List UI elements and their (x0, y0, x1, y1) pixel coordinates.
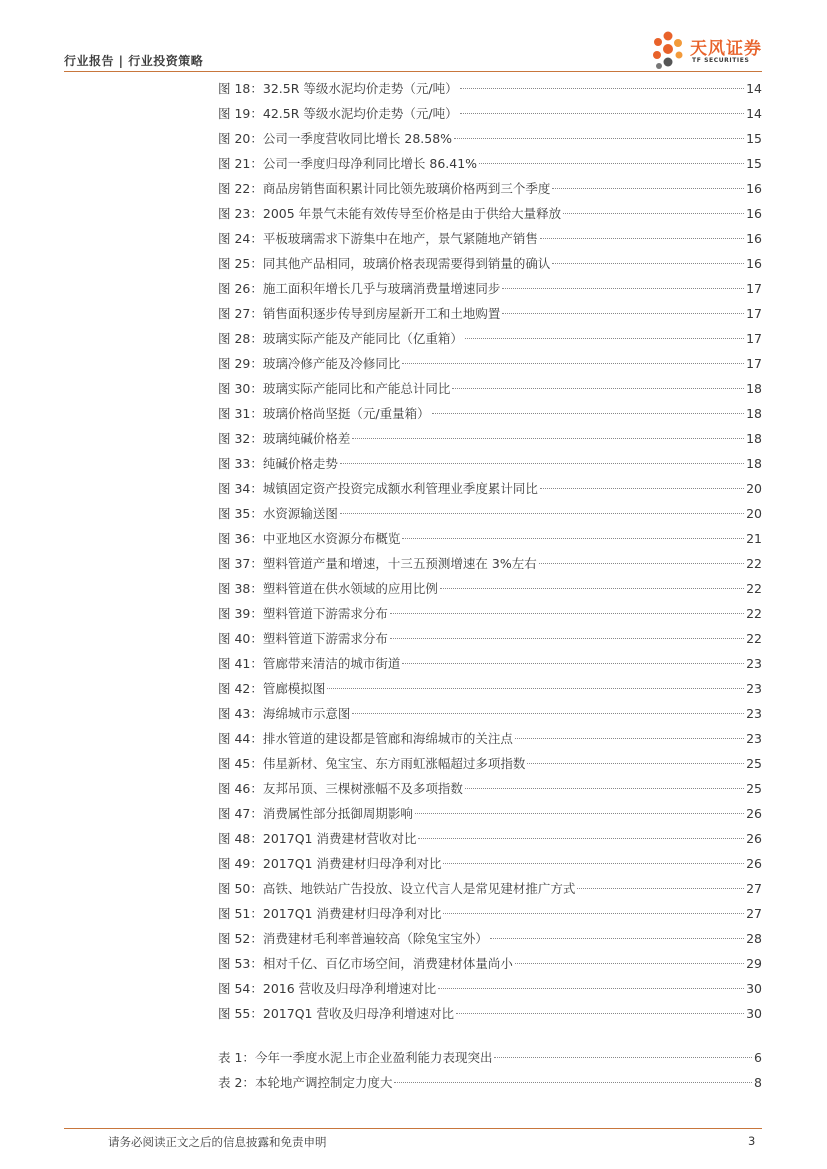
dot-leader (515, 962, 744, 964)
entry-title: 塑料管道下游需求分布 (262, 631, 388, 646)
dot-leader (577, 887, 744, 889)
dot-leader (563, 212, 744, 214)
entry-page-number: 17 (746, 281, 762, 296)
figure-toc-entry[interactable] (218, 501, 762, 526)
entry-page-number: 20 (746, 481, 762, 496)
dot-leader (440, 587, 744, 589)
entry-title: 高铁、地铁站广告投放、设立代言人是常见建材推广方式 (262, 881, 576, 896)
dot-leader (438, 987, 744, 989)
entry-label: 图 32： (218, 431, 263, 446)
dot-leader (490, 937, 744, 939)
entry-page-number: 16 (746, 231, 762, 246)
entry-title: 友邦吊顶、三棵树涨幅不及多项指数 (262, 781, 463, 796)
entry-title: 2017Q1 消费建材营收对比 (262, 831, 417, 846)
dot-leader (540, 237, 744, 239)
figure-toc-entry[interactable] (218, 451, 762, 476)
entry-page-number: 27 (746, 881, 762, 896)
tf-securities-logo (648, 28, 768, 72)
entry-page-number: 26 (746, 856, 762, 871)
entry-page-number: 6 (754, 1050, 762, 1065)
entry-page-number: 15 (746, 131, 762, 146)
figure-toc-entry[interactable] (218, 326, 762, 351)
entry-label: 图 29： (218, 356, 263, 371)
dot-leader (479, 162, 744, 164)
dot-leader (352, 712, 744, 714)
dot-leader (390, 612, 744, 614)
dot-leader (465, 337, 744, 339)
entry-label: 图 37： (218, 556, 263, 571)
entry-title: 海绵城市示意图 (262, 706, 351, 721)
figure-toc-entry[interactable] (218, 251, 762, 276)
entry-page-number: 16 (746, 256, 762, 271)
entry-page-number: 25 (746, 781, 762, 796)
dot-leader (402, 537, 744, 539)
dot-leader (494, 1056, 752, 1058)
entry-page-number: 27 (746, 906, 762, 921)
figure-toc-entry[interactable] (218, 376, 762, 401)
entry-title: 伟星新材、兔宝宝、东方雨虹涨幅超过多项指数 (262, 756, 526, 771)
entry-label: 图 25： (218, 256, 263, 271)
entry-title: 塑料管道在供水领域的应用比例 (262, 581, 438, 596)
entry-page-number: 17 (746, 306, 762, 321)
entry-label: 图 43： (218, 706, 263, 721)
dot-leader (452, 387, 744, 389)
dot-leader (402, 662, 744, 664)
entry-page-number: 8 (754, 1075, 762, 1090)
figure-toc-entry[interactable] (218, 301, 762, 326)
dot-leader (340, 462, 744, 464)
dot-leader (418, 837, 744, 839)
table-toc-entry[interactable] (218, 1070, 762, 1095)
entry-title: 玻璃价格尚坚挺（元/重量箱） (262, 406, 430, 421)
entry-label: 图 48： (218, 831, 263, 846)
dot-leader (432, 412, 744, 414)
entry-title: 玻璃纯碱价格差 (262, 431, 351, 446)
entry-title: 42.5R 等级水泥均价走势（元/吨） (262, 106, 458, 121)
entry-title: 2005 年景气未能有效传导至价格是由于供给大量释放 (262, 206, 562, 221)
entry-page-number: 16 (746, 206, 762, 221)
entry-label: 图 19： (218, 106, 263, 121)
entry-page-number: 29 (746, 956, 762, 971)
flower-logo-icon (648, 28, 688, 72)
entry-title: 本轮地产调控制定力度大 (254, 1075, 393, 1090)
entry-title: 今年一季度水泥上市企业盈利能力表现突出 (254, 1050, 493, 1065)
footer-divider (64, 1128, 762, 1129)
dot-leader (502, 312, 744, 314)
entry-label: 图 28： (218, 331, 263, 346)
figure-toc-entry[interactable] (218, 701, 762, 726)
entry-page-number: 18 (746, 456, 762, 471)
entry-label: 图 35： (218, 506, 263, 521)
page-number: 3 (748, 1134, 756, 1148)
entry-page-number: 22 (746, 556, 762, 571)
figure-toc-entry[interactable] (218, 676, 762, 701)
entry-title: 水资源输送图 (262, 506, 338, 521)
figure-toc-entry[interactable] (218, 576, 762, 601)
entry-title: 2017Q1 消费建材归母净利对比 (262, 856, 442, 871)
entry-title: 相对千亿、百亿市场空间，消费建材体量尚小 (262, 956, 513, 971)
entry-page-number: 30 (746, 981, 762, 996)
dot-leader (502, 287, 744, 289)
figure-toc-entry[interactable] (218, 1001, 762, 1026)
figure-toc-entry[interactable] (218, 226, 762, 251)
figure-toc-entry[interactable] (218, 401, 762, 426)
dot-leader (443, 862, 744, 864)
figure-toc-entry[interactable] (218, 951, 762, 976)
entry-page-number: 25 (746, 756, 762, 771)
dot-leader (539, 562, 744, 564)
entry-title: 排水管道的建设都是管廊和海绵城市的关注点 (262, 731, 513, 746)
dot-leader (515, 737, 744, 739)
figure-toc-entry[interactable] (218, 126, 762, 151)
entry-page-number: 16 (746, 181, 762, 196)
dot-leader (460, 112, 745, 114)
entry-page-number: 21 (746, 531, 762, 546)
entry-page-number: 22 (746, 631, 762, 646)
dot-leader (454, 137, 744, 139)
dot-leader (552, 262, 744, 264)
entry-page-number: 28 (746, 931, 762, 946)
entry-page-number: 30 (746, 1006, 762, 1021)
figure-list (218, 76, 762, 1026)
dot-leader (340, 512, 744, 514)
figure-toc-entry[interactable] (218, 101, 762, 126)
report-category: 行业报告 | 行业投资策略 (64, 54, 204, 68)
entry-label: 图 52： (218, 931, 263, 946)
entry-label: 表 1： (218, 1050, 255, 1065)
figure-toc-entry[interactable] (218, 826, 762, 851)
entry-label: 图 33： (218, 456, 263, 471)
entry-title: 塑料管道产量和增速，十三五预测增速在 3%左右 (262, 556, 537, 571)
table-toc-entry[interactable] (218, 1045, 762, 1070)
entry-page-number: 14 (746, 106, 762, 121)
figure-toc-entry[interactable] (218, 976, 762, 1001)
entry-label: 图 55： (218, 1006, 263, 1021)
entry-title: 消费建材毛利率普遍较高（除兔宝宝外） (262, 931, 488, 946)
dot-leader (460, 87, 745, 89)
footer-disclaimer: 请务必阅读正文之后的信息披露和免责申明 (108, 1135, 327, 1149)
entry-title: 施工面积年增长几乎与玻璃消费量增速同步 (262, 281, 501, 296)
entry-page-number: 23 (746, 706, 762, 721)
entry-label: 图 31： (218, 406, 263, 421)
entry-label: 图 54： (218, 981, 263, 996)
entry-title: 2016 营收及归母净利增速对比 (262, 981, 437, 996)
entry-label: 表 2： (218, 1075, 255, 1090)
figure-toc-entry[interactable] (218, 751, 762, 776)
entry-label: 图 34： (218, 481, 263, 496)
figure-toc-entry[interactable] (218, 351, 762, 376)
entry-label: 图 26： (218, 281, 263, 296)
entry-page-number: 23 (746, 681, 762, 696)
entry-title: 玻璃冷修产能及冷修同比 (262, 356, 401, 371)
entry-title: 公司一季度归母净利同比增长 86.41% (262, 156, 478, 171)
entry-label: 图 36： (218, 531, 263, 546)
entry-label: 图 24： (218, 231, 263, 246)
entry-page-number: 15 (746, 156, 762, 171)
entry-title: 平板玻璃需求下游集中在地产，景气紧随地产销售 (262, 231, 538, 246)
entry-label: 图 47： (218, 806, 263, 821)
entry-label: 图 42： (218, 681, 263, 696)
entry-page-number: 20 (746, 506, 762, 521)
entry-label: 图 41： (218, 656, 263, 671)
table-list (218, 1045, 762, 1095)
entry-title: 同其他产品相同，玻璃价格表现需要得到销量的确认 (262, 256, 551, 271)
entry-page-number: 23 (746, 731, 762, 746)
entry-title: 商品房销售面积累计同比领先玻璃价格两到三个季度 (262, 181, 551, 196)
figure-toc-entry[interactable] (218, 151, 762, 176)
header-divider (64, 71, 762, 72)
figure-toc-entry[interactable] (218, 601, 762, 626)
entry-label: 图 22： (218, 181, 263, 196)
entry-label: 图 39： (218, 606, 263, 621)
entry-page-number: 22 (746, 606, 762, 621)
dot-leader (415, 812, 744, 814)
figure-toc-entry[interactable] (218, 926, 762, 951)
entry-title: 32.5R 等级水泥均价走势（元/吨） (262, 81, 458, 96)
figure-toc-entry[interactable] (218, 776, 762, 801)
dot-leader (352, 437, 744, 439)
entry-label: 图 46： (218, 781, 263, 796)
figure-toc-entry[interactable] (218, 276, 762, 301)
entry-label: 图 20： (218, 131, 263, 146)
figure-toc-entry[interactable] (218, 726, 762, 751)
figure-toc-entry[interactable] (218, 476, 762, 501)
entry-label: 图 23： (218, 206, 263, 221)
entry-page-number: 14 (746, 81, 762, 96)
entry-title: 玻璃实际产能同比和产能总计同比 (262, 381, 451, 396)
entry-title: 中亚地区水资源分布概览 (262, 531, 401, 546)
entry-label: 图 21： (218, 156, 263, 171)
figure-toc-entry[interactable] (218, 626, 762, 651)
entry-title: 城镇固定资产投资完成额水利管理业季度累计同比 (262, 481, 538, 496)
entry-page-number: 23 (746, 656, 762, 671)
figure-toc-entry[interactable] (218, 851, 762, 876)
entry-page-number: 18 (746, 431, 762, 446)
dot-leader (552, 187, 744, 189)
entry-label: 图 38： (218, 581, 263, 596)
dot-leader (456, 1012, 744, 1014)
figure-toc-entry[interactable] (218, 426, 762, 451)
entry-label: 图 44： (218, 731, 263, 746)
figure-toc-entry[interactable] (218, 876, 762, 901)
dot-leader (390, 637, 744, 639)
entry-page-number: 26 (746, 831, 762, 846)
figure-toc-entry[interactable] (218, 76, 762, 101)
dot-leader (527, 762, 744, 764)
figure-toc-entry[interactable] (218, 526, 762, 551)
entry-page-number: 22 (746, 581, 762, 596)
entry-page-number: 18 (746, 381, 762, 396)
entry-title: 管廊模拟图 (262, 681, 326, 696)
dot-leader (465, 787, 744, 789)
figure-toc-entry[interactable] (218, 176, 762, 201)
entry-title: 公司一季度营收同比增长 28.58% (262, 131, 453, 146)
entry-page-number: 26 (746, 806, 762, 821)
entry-page-number: 18 (746, 406, 762, 421)
logo-english-name: TF SECURITIES (692, 57, 750, 64)
entry-title: 2017Q1 消费建材归母净利对比 (262, 906, 442, 921)
entry-label: 图 49： (218, 856, 263, 871)
dot-leader (540, 487, 744, 489)
entry-title: 销售面积逐步传导到房屋新开工和土地购置 (262, 306, 501, 321)
entry-label: 图 45： (218, 756, 263, 771)
figure-toc-entry[interactable] (218, 801, 762, 826)
figure-toc-entry[interactable] (218, 901, 762, 926)
logo-chinese-name: 天风证券 (690, 39, 762, 59)
entry-label: 图 40： (218, 631, 263, 646)
entry-title: 2017Q1 营收及归母净利增速对比 (262, 1006, 454, 1021)
entry-page-number: 17 (746, 356, 762, 371)
entry-label: 图 51： (218, 906, 263, 921)
entry-title: 纯碱价格走势 (262, 456, 338, 471)
entry-label: 图 30： (218, 381, 263, 396)
entry-page-number: 17 (746, 331, 762, 346)
entry-label: 图 27： (218, 306, 263, 321)
dot-leader (394, 1081, 752, 1083)
entry-label: 图 50： (218, 881, 263, 896)
entry-title: 玻璃实际产能及产能同比（亿重箱） (262, 331, 463, 346)
dot-leader (443, 912, 744, 914)
entry-label: 图 53： (218, 956, 263, 971)
figure-toc-entry[interactable] (218, 651, 762, 676)
entry-title: 消费属性部分抵御周期影响 (262, 806, 413, 821)
entry-label: 图 18： (218, 81, 263, 96)
entry-title: 塑料管道下游需求分布 (262, 606, 388, 621)
entry-title: 管廊带来清洁的城市街道 (262, 656, 401, 671)
dot-leader (327, 687, 744, 689)
dot-leader (402, 362, 744, 364)
figure-toc-entry[interactable] (218, 551, 762, 576)
figure-toc-entry[interactable] (218, 201, 762, 226)
